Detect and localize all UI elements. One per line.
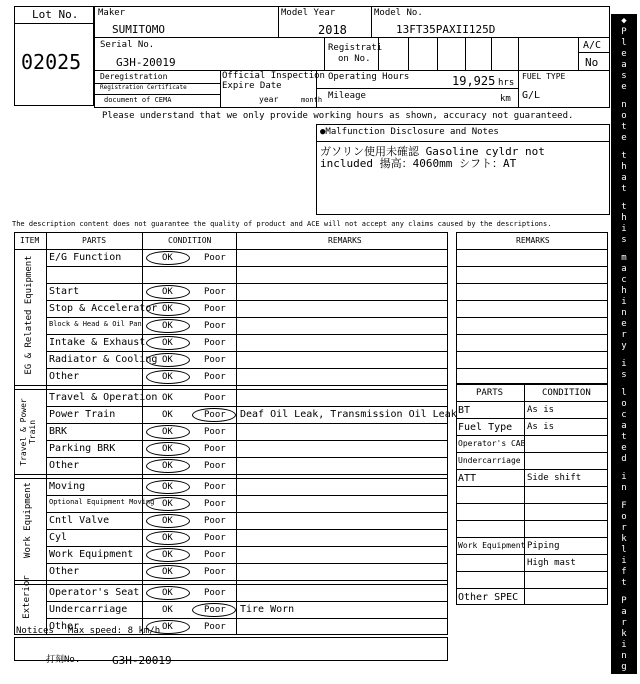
model-year-label: Model Year: [281, 8, 336, 18]
condition-poor[interactable]: Poor: [204, 516, 226, 526]
part-label: Intake & Exhaust: [49, 337, 146, 348]
condition-poor[interactable]: Poor: [204, 588, 226, 598]
spec-condition: High mast: [527, 558, 576, 568]
spec-part: Fuel Type: [458, 422, 513, 433]
dereg-label: Deregistration: [100, 72, 168, 81]
group-eg: EG & Related Equipment: [24, 255, 34, 375]
selected-ok-circle: [146, 497, 190, 511]
col-item: ITEM: [20, 236, 40, 245]
col-condition: CONDITION: [168, 236, 212, 245]
model-year-value: 2018: [318, 23, 347, 37]
spec-part: ATT: [458, 473, 477, 484]
condition-poor[interactable]: Poor: [204, 372, 226, 382]
spec-part: Other SPEC: [458, 592, 519, 603]
condition-poor[interactable]: Poor: [204, 444, 226, 454]
selected-ok-circle: [146, 425, 190, 439]
condition-ok[interactable]: OK: [162, 461, 173, 471]
selected-ok-circle: [146, 620, 190, 634]
condition-ok[interactable]: OK: [162, 567, 173, 577]
condition-ok[interactable]: OK: [162, 622, 173, 632]
part-label: Undercarriage: [49, 604, 128, 615]
fuel-type-label: FUEL TYPE: [522, 72, 566, 81]
remark-text: Tire Worn: [240, 604, 295, 615]
part-label: Other: [49, 371, 80, 382]
condition-poor[interactable]: Poor: [204, 550, 226, 560]
condition-ok[interactable]: OK: [162, 355, 173, 365]
part-label: Parking BRK: [49, 443, 116, 454]
part-label: Work Equipment: [49, 549, 134, 560]
part-label: BRK: [49, 426, 68, 437]
condition-ok[interactable]: OK: [162, 427, 173, 437]
remark-text: Deaf Oil Leak, Transmission Oil Leak: [240, 409, 457, 420]
part-label: Other: [49, 566, 80, 577]
selected-ok-circle: [146, 548, 190, 562]
month-label: month: [301, 96, 323, 104]
lot-no-value: 02025: [21, 50, 82, 74]
inspection-label-2: Expire Date: [222, 81, 282, 91]
condition-poor[interactable]: Poor: [204, 253, 226, 263]
condition-poor[interactable]: Poor: [204, 533, 226, 543]
spec-part: Work Equipment: [458, 541, 526, 550]
part-label: Power Train: [49, 409, 116, 420]
fuel-type-value: G/L: [522, 90, 541, 101]
selected-ok-circle: [146, 319, 190, 333]
malfunction-line1: ガソリン使用未確認 Gasoline cyldr not: [320, 145, 545, 158]
malfunction-title: ●Malfunction Disclosure and Notes: [320, 127, 499, 137]
mileage-label: Mileage: [328, 91, 366, 101]
stamp-value: G3H-20019: [112, 654, 172, 667]
cema-label: document of CEMA: [104, 96, 172, 104]
col-parts: PARTS: [82, 236, 107, 245]
group-exterior: Exterior: [22, 575, 32, 619]
selected-ok-circle: [146, 531, 190, 545]
condition-ok[interactable]: OK: [162, 588, 173, 598]
right-condition-label: CONDITION: [542, 388, 591, 398]
operating-hours-value: 19,925: [452, 74, 496, 88]
group-travel: Travel & Power Train: [19, 398, 37, 466]
part-label: Stop & Accelerator: [49, 303, 158, 314]
part-label: Block & Head & Oil Pan: [49, 320, 142, 328]
condition-poor[interactable]: Poor: [204, 410, 226, 420]
spec-condition: As is: [527, 405, 555, 415]
side-strip: ◆ P l e a s e n o t e t h a t t h i s m a c h i n e r y i s l o c a t e d i n F o r k l i f t P a r k i n g ◆: [611, 14, 637, 674]
right-remarks-label: REMARKS: [516, 236, 550, 245]
condition-ok[interactable]: OK: [162, 372, 173, 382]
year-label: year: [259, 95, 279, 104]
malfunction-line2: included 揚高：4060mm シフト：AT: [320, 157, 517, 170]
part-label: Travel & Operation: [49, 392, 158, 403]
selected-ok-circle: [146, 514, 190, 528]
operating-hours-label: Operating Hours: [328, 72, 410, 82]
col-remarks: REMARKS: [328, 236, 362, 245]
selected-ok-circle: [146, 336, 190, 350]
part-label: Optional Equipment Moving: [49, 498, 155, 506]
condition-ok[interactable]: OK: [162, 287, 173, 297]
maker-label: Maker: [98, 8, 126, 18]
part-label: Moving: [49, 481, 86, 492]
right-parts-label: PARTS: [476, 388, 504, 398]
selected-ok-circle: [146, 586, 190, 600]
lot-no-label: Lot No.: [32, 8, 79, 21]
condition-poor[interactable]: Poor: [204, 461, 226, 471]
ac-value: No: [585, 56, 599, 69]
condition-poor[interactable]: Poor: [204, 482, 226, 492]
condition-ok[interactable]: OK: [162, 482, 173, 492]
condition-poor[interactable]: Poor: [204, 304, 226, 314]
condition-ok[interactable]: OK: [162, 550, 173, 560]
condition-poor[interactable]: Poor: [204, 622, 226, 632]
selected-ok-circle: [146, 565, 190, 579]
condition-poor[interactable]: Poor: [204, 499, 226, 509]
condition-poor[interactable]: Poor: [204, 338, 226, 348]
condition-poor[interactable]: Poor: [204, 427, 226, 437]
disclaimer: The description content does not guarantee the quality of product and ACE will not accept any claims caused by the descriptions.: [12, 220, 552, 228]
selected-ok-circle: [146, 285, 190, 299]
part-label: Cyl: [49, 532, 68, 543]
selected-ok-circle: [146, 480, 190, 494]
model-no-label: Model No.: [374, 8, 423, 18]
selected-poor-circle: [192, 408, 236, 422]
ac-label: A/C: [583, 40, 602, 51]
spec-part: BT: [458, 405, 471, 416]
spec-condition: Side shift: [527, 473, 582, 483]
spec-part: Undercarriage: [458, 456, 521, 465]
part-label: Other: [49, 460, 80, 471]
notices-value: Max speed: 8 km/h: [68, 626, 161, 636]
stamp-label: 打刻No.: [46, 655, 81, 665]
spec-condition: Piping: [527, 541, 560, 551]
condition-poor[interactable]: Poor: [204, 605, 226, 615]
condition-ok[interactable]: OK: [162, 393, 173, 403]
part-label: E/G Function: [49, 252, 122, 263]
condition-poor[interactable]: Poor: [204, 321, 226, 331]
part-label: Cntl Valve: [49, 515, 110, 526]
condition-ok[interactable]: OK: [162, 444, 173, 454]
condition-ok[interactable]: OK: [162, 321, 173, 331]
registration-label-2: on No.: [338, 54, 371, 64]
spec-condition: As is: [527, 422, 555, 432]
model-no-value: 13FT35PAXII125D: [396, 23, 496, 36]
registration-label-1: Registrati: [328, 43, 383, 53]
group-work: Work Equipment: [23, 482, 33, 558]
condition-poor[interactable]: Poor: [204, 393, 226, 403]
spec-part: Operator's CAB: [458, 439, 526, 448]
condition-poor[interactable]: Poor: [204, 287, 226, 297]
inspection-label-1: Official Inspection: [222, 71, 325, 81]
selected-ok-circle: [146, 251, 190, 265]
condition-ok[interactable]: OK: [162, 338, 173, 348]
condition-ok[interactable]: OK: [162, 533, 173, 543]
reg-cert-label: Registration Certificate: [100, 84, 187, 91]
condition-ok[interactable]: OK: [162, 253, 173, 263]
serial-no-value: G3H-20019: [116, 56, 176, 69]
selected-ok-circle: [146, 459, 190, 473]
selected-ok-circle: [146, 442, 190, 456]
condition-ok[interactable]: OK: [162, 304, 173, 314]
part-label: Operator's Seat: [49, 587, 140, 598]
selected-ok-circle: [146, 370, 190, 384]
condition-poor[interactable]: Poor: [204, 355, 226, 365]
selected-ok-circle: [146, 302, 190, 316]
serial-no-label: Serial No.: [100, 40, 155, 50]
hours-notice: Please understand that we only provide working hours as shown, accuracy not guaranteed.: [102, 111, 574, 121]
hrs-unit: hrs: [498, 78, 515, 88]
condition-ok[interactable]: OK: [162, 499, 173, 509]
notices-label: Notices: [16, 626, 54, 636]
part-label: Other: [49, 621, 80, 632]
part-label: Radiator & Cooling: [49, 354, 158, 365]
maker-value: SUMITOMO: [112, 23, 165, 36]
selected-poor-circle: [192, 603, 236, 617]
condition-ok[interactable]: OK: [162, 410, 173, 420]
condition-ok[interactable]: OK: [162, 605, 173, 615]
selected-ok-circle: [146, 353, 190, 367]
km-unit: km: [500, 94, 511, 104]
part-label: Start: [49, 286, 80, 297]
condition-poor[interactable]: Poor: [204, 567, 226, 577]
condition-ok[interactable]: OK: [162, 516, 173, 526]
